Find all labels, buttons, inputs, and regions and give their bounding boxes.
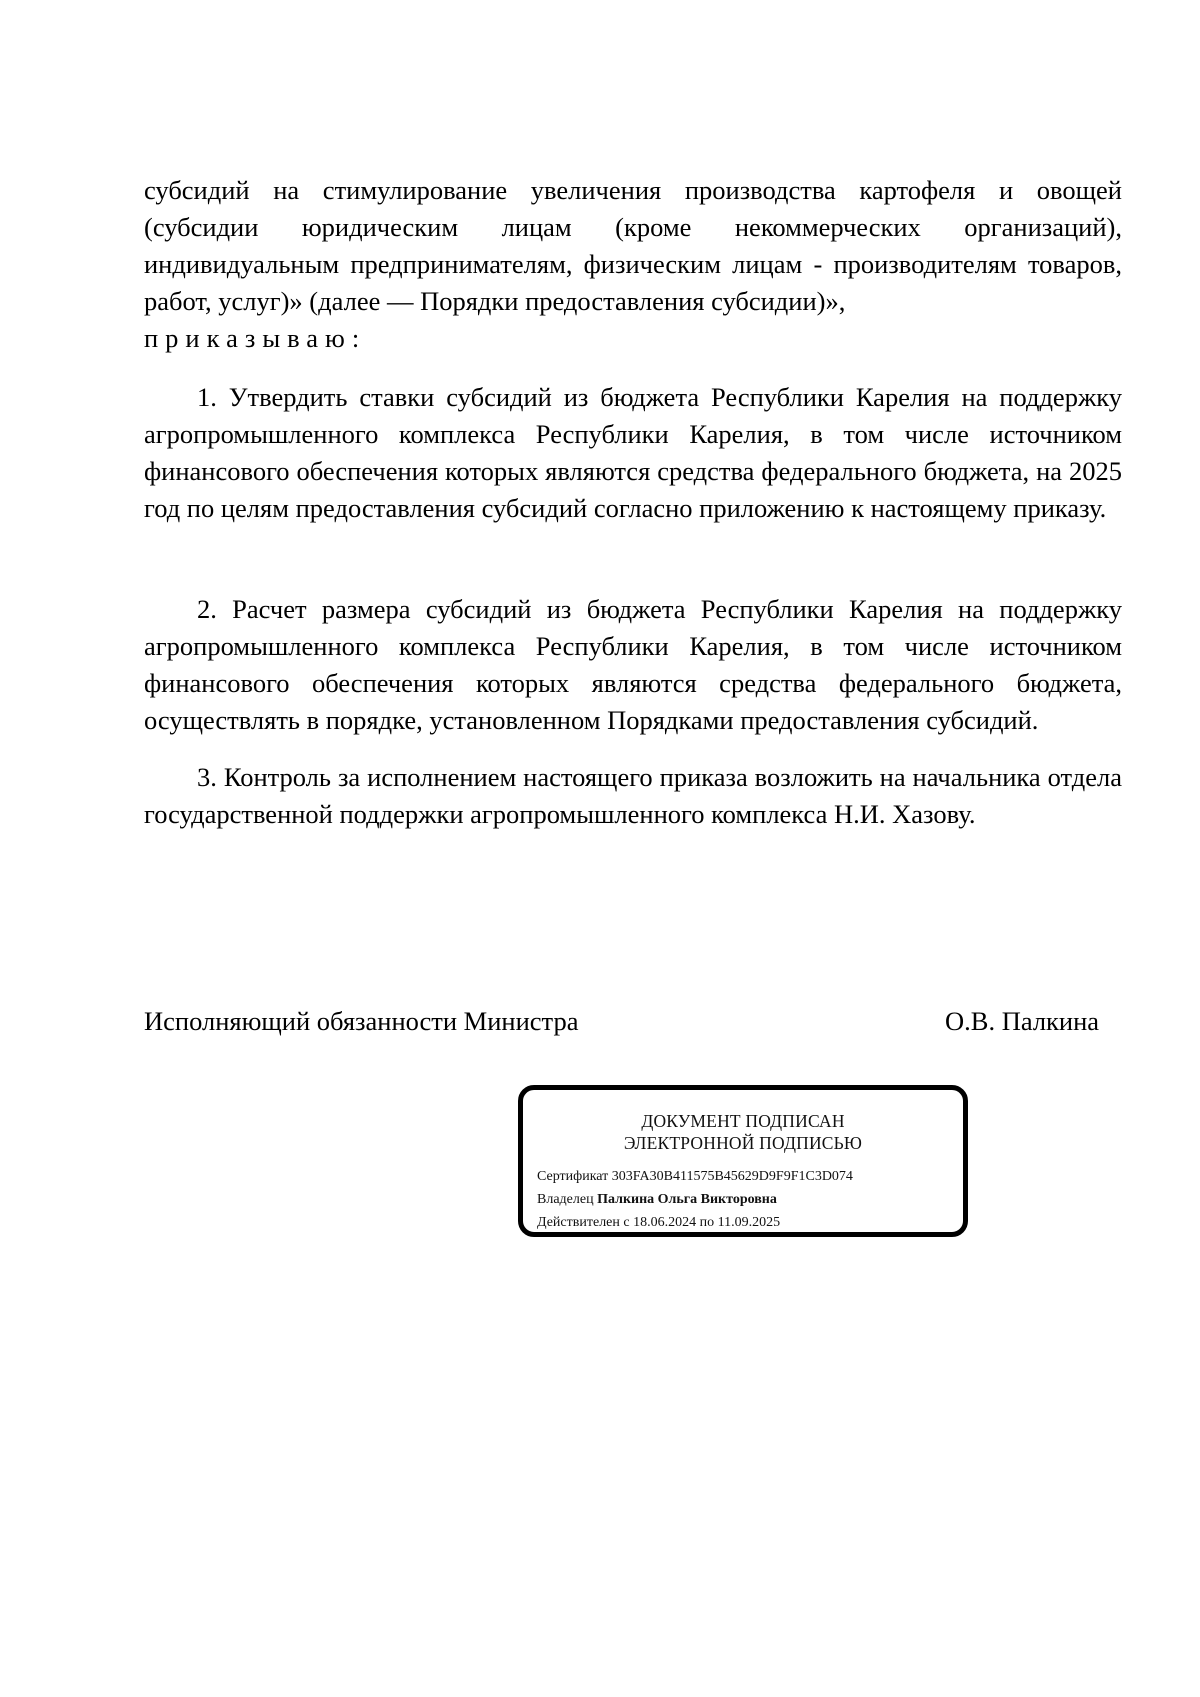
stamp-title-line2: ЭЛЕКТРОННОЙ ПОДПИСЬЮ — [623, 1133, 863, 1153]
stamp-title-line1: ДОКУМЕНТ ПОДПИСАН — [641, 1111, 845, 1131]
intro-text: субсидий на стимулирование увеличения производства картофеля и овощей (субсидии юридическим лицам (кроме некоммерческих организаций), индивидуальным предпринимателям, физическим лицам - производителям товаров, работ, услуг)» (далее — Порядки предоставления субсидии)», — [144, 175, 1122, 316]
order-item-1: 1. Утвердить ставки субсидий из бюджета Республики Карелия на поддержку агропромышленного комплекса Республики Карелия, в том числе источником финансового обеспечения которых являются средства федерального бюджета, на 2025 год по целям предоставления субсидий согласно приложению к настоящему приказу. — [144, 382, 1122, 523]
stamp-certificate — [537, 1168, 853, 1186]
owner-value: Палкина Ольга Викторовна — [597, 1192, 777, 1207]
valid-to-label: по — [699, 1215, 715, 1230]
valid-to: 11.09.2025 — [717, 1215, 781, 1230]
signatory-name: О.В. Палкина — [945, 1006, 1100, 1036]
order-word: приказываю: — [144, 323, 367, 353]
certificate-value: 303FA30B411575B45629D9F9F1C3D074 — [611, 1169, 853, 1184]
electronic-signature-stamp — [518, 1085, 968, 1237]
valid-from: 18.06.2024 — [633, 1215, 697, 1230]
certificate-label: Сертификат — [537, 1169, 609, 1184]
stamp-owner — [537, 1191, 777, 1209]
owner-label: Владелец — [537, 1192, 594, 1207]
intro-paragraph — [144, 172, 1122, 320]
order-item-3: 3. Контроль за исполнением настоящего приказа возложить на начальника отдела государственной поддержки агропромышленного комплекса Н.И. Хазову. — [144, 762, 1122, 829]
order-item-2: 2. Расчет размера субсидий из бюджета Республики Карелия на поддержку агропромышленного комплекса Республики Карелия, в том числе источником финансового обеспечения которых являются средства федерального бюджета, осуществлять в порядке, установленном Порядками предоставления субсидий. — [144, 594, 1122, 735]
stamp-validity — [537, 1214, 780, 1232]
valid-label: Действителен с — [537, 1215, 630, 1230]
signatory-role: Исполняющий обязанности Министра — [144, 1006, 579, 1036]
